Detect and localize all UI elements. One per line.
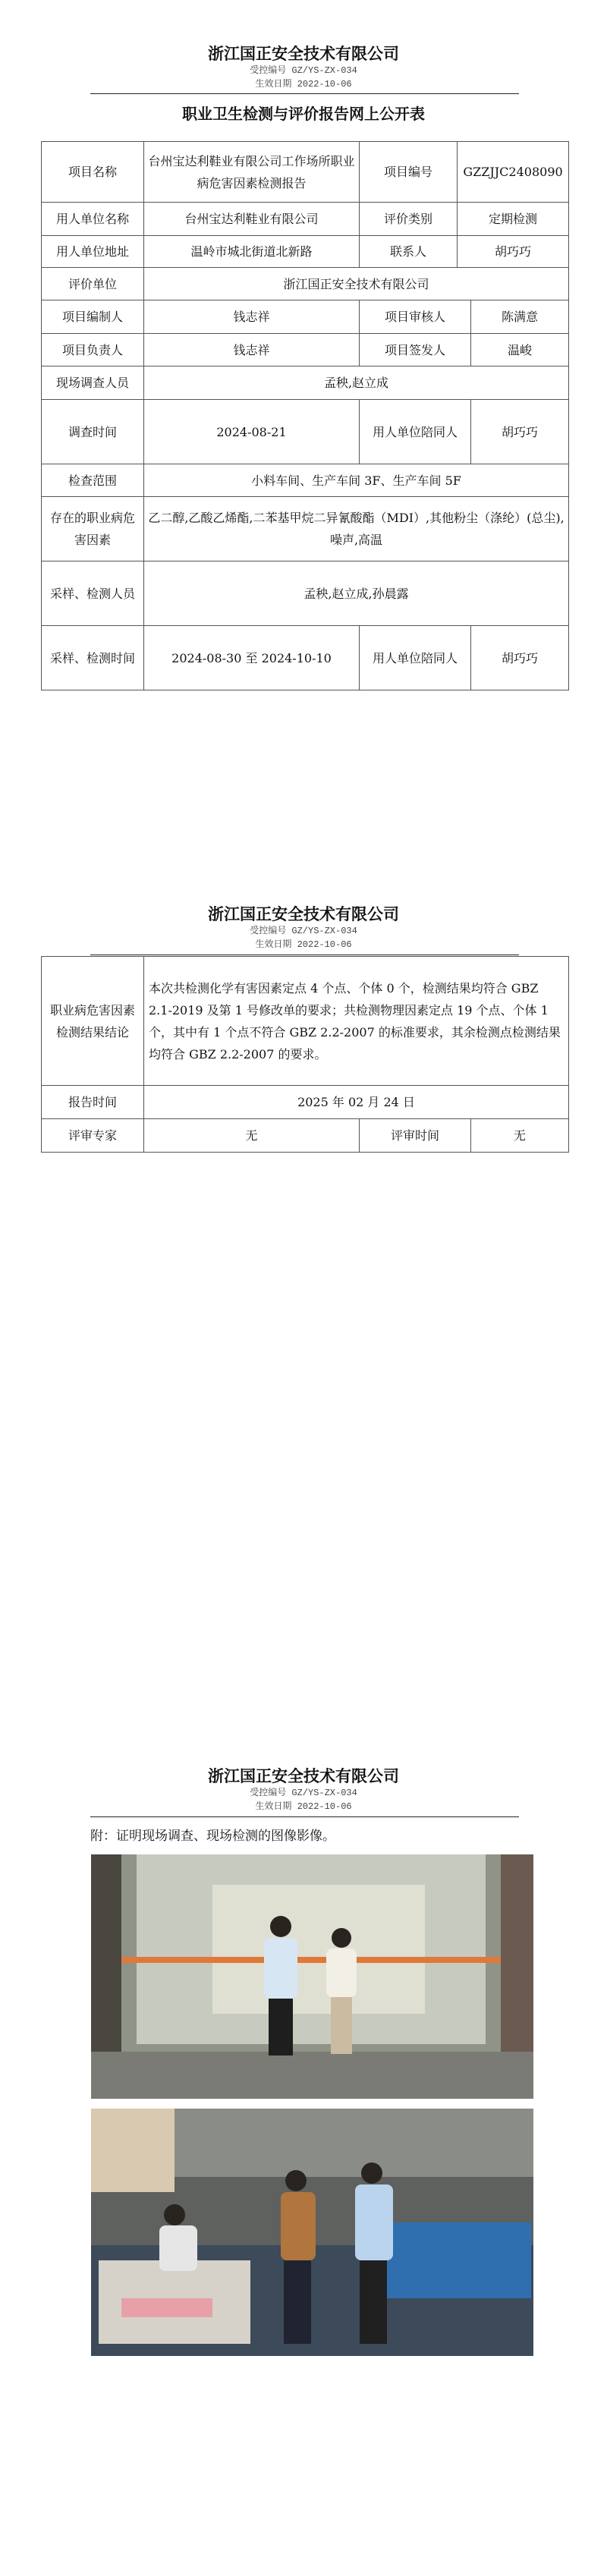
header-rule: [90, 93, 519, 94]
eval-type: 定期检测: [458, 203, 569, 236]
label: 用人单位地址: [42, 236, 144, 268]
company-name: 浙江国正安全技术有限公司: [208, 1766, 399, 1785]
effective-date: 生效日期 2022-10-06: [255, 79, 352, 90]
review-time: 无: [471, 1119, 569, 1153]
hazards: 乙二醇,乙酸乙烯酯,二苯基甲烷二异氰酸酯（MDI）,其他粉尘（涤纶）(总尘),噪声,高温: [144, 497, 569, 561]
survey-time: 2024-08-21: [144, 400, 360, 464]
company-name: 浙江国正安全技术有限公司: [208, 904, 399, 923]
issuer: 温峻: [471, 334, 569, 366]
surveyors: 孟秧,赵立成: [144, 366, 569, 400]
label: 项目签发人: [360, 334, 471, 366]
address: 温岭市城北街道北新路: [144, 236, 360, 268]
label: 评审时间: [360, 1119, 471, 1153]
label: 职业病危害因素检测结果结论: [42, 957, 144, 1086]
expert: 无: [144, 1119, 360, 1153]
label: 报告时间: [42, 1086, 144, 1119]
evaluator: 浙江国正安全技术有限公司: [144, 268, 569, 300]
employer: 台州宝达利鞋业有限公司: [144, 203, 360, 236]
page2-header: [0, 904, 607, 951]
label: 调查时间: [42, 400, 144, 464]
label: 项目名称: [42, 142, 144, 203]
conclusion-table: [41, 956, 569, 1153]
effective-date: 生效日期 2022-10-06: [255, 1801, 352, 1812]
label: 存在的职业病危害因素: [42, 497, 144, 561]
label: 项目编号: [360, 142, 458, 203]
site-sampling-photo: [91, 2109, 533, 2356]
contact: 胡巧巧: [458, 236, 569, 268]
project-number: GZZJJC2408090: [458, 142, 569, 203]
label: 用人单位名称: [42, 203, 144, 236]
report-time: 2025 年 02 月 24 日: [144, 1086, 569, 1119]
label: 用人单位陪同人: [360, 626, 471, 690]
conclusion: 本次共检测化学有害因素定点 4 个点、个体 0 个，检测结果均符合 GBZ 2.1-2019 及第 1 号修改单的要求；共检测物理因素定点 19 个点、个体 1 个，其中有 1 个点不符合 GBZ 2.2-2007 的标准要求，其余检测点检测结果均符合 GBZ 2.2-2007 的要求。: [144, 957, 569, 1086]
project-name: 台州宝达利鞋业有限公司工作场所职业病危害因素检测报告: [144, 142, 360, 203]
label: 现场调查人员: [42, 366, 144, 400]
label: 项目审核人: [360, 300, 471, 334]
attachment-note: 附：证明现场调查、现场检测的图像影像。: [90, 1829, 335, 1844]
label: 采样、检测时间: [42, 626, 144, 690]
page3-header: [0, 1766, 607, 1813]
label: 评价单位: [42, 268, 144, 300]
sample-time: 2024-08-30 至 2024-10-10: [144, 626, 360, 690]
accompany: 胡巧巧: [471, 400, 569, 464]
label: 评价类别: [360, 203, 458, 236]
page-title: 职业卫生检测与评价报告网上公开表: [182, 105, 425, 123]
accompany: 胡巧巧: [471, 626, 569, 690]
page1-header: [0, 44, 607, 91]
header-rule: [90, 1816, 519, 1817]
label: 采样、检测人员: [42, 561, 144, 626]
samplers: 孟秧,赵立成,孙晨露: [144, 561, 569, 626]
label: 用人单位陪同人: [360, 400, 471, 464]
disclosure-table: [41, 141, 569, 690]
control-number: 受控编号 GZ/YS-ZX-034: [250, 65, 357, 76]
label: 项目负责人: [42, 334, 144, 366]
site-survey-photo: [91, 1854, 533, 2099]
effective-date: 生效日期 2022-10-06: [255, 939, 352, 950]
label: 评审专家: [42, 1119, 144, 1153]
leader: 钱志祥: [144, 334, 360, 366]
reviewer: 陈满意: [471, 300, 569, 334]
scope: 小料车间、生产车间 3F、生产车间 5F: [144, 464, 569, 497]
company-name: 浙江国正安全技术有限公司: [208, 44, 399, 63]
label: 检查范围: [42, 464, 144, 497]
compiler: 钱志祥: [144, 300, 360, 334]
label: 联系人: [360, 236, 458, 268]
control-number: 受控编号 GZ/YS-ZX-034: [250, 926, 357, 936]
label: 项目编制人: [42, 300, 144, 334]
control-number: 受控编号 GZ/YS-ZX-034: [250, 1788, 357, 1798]
